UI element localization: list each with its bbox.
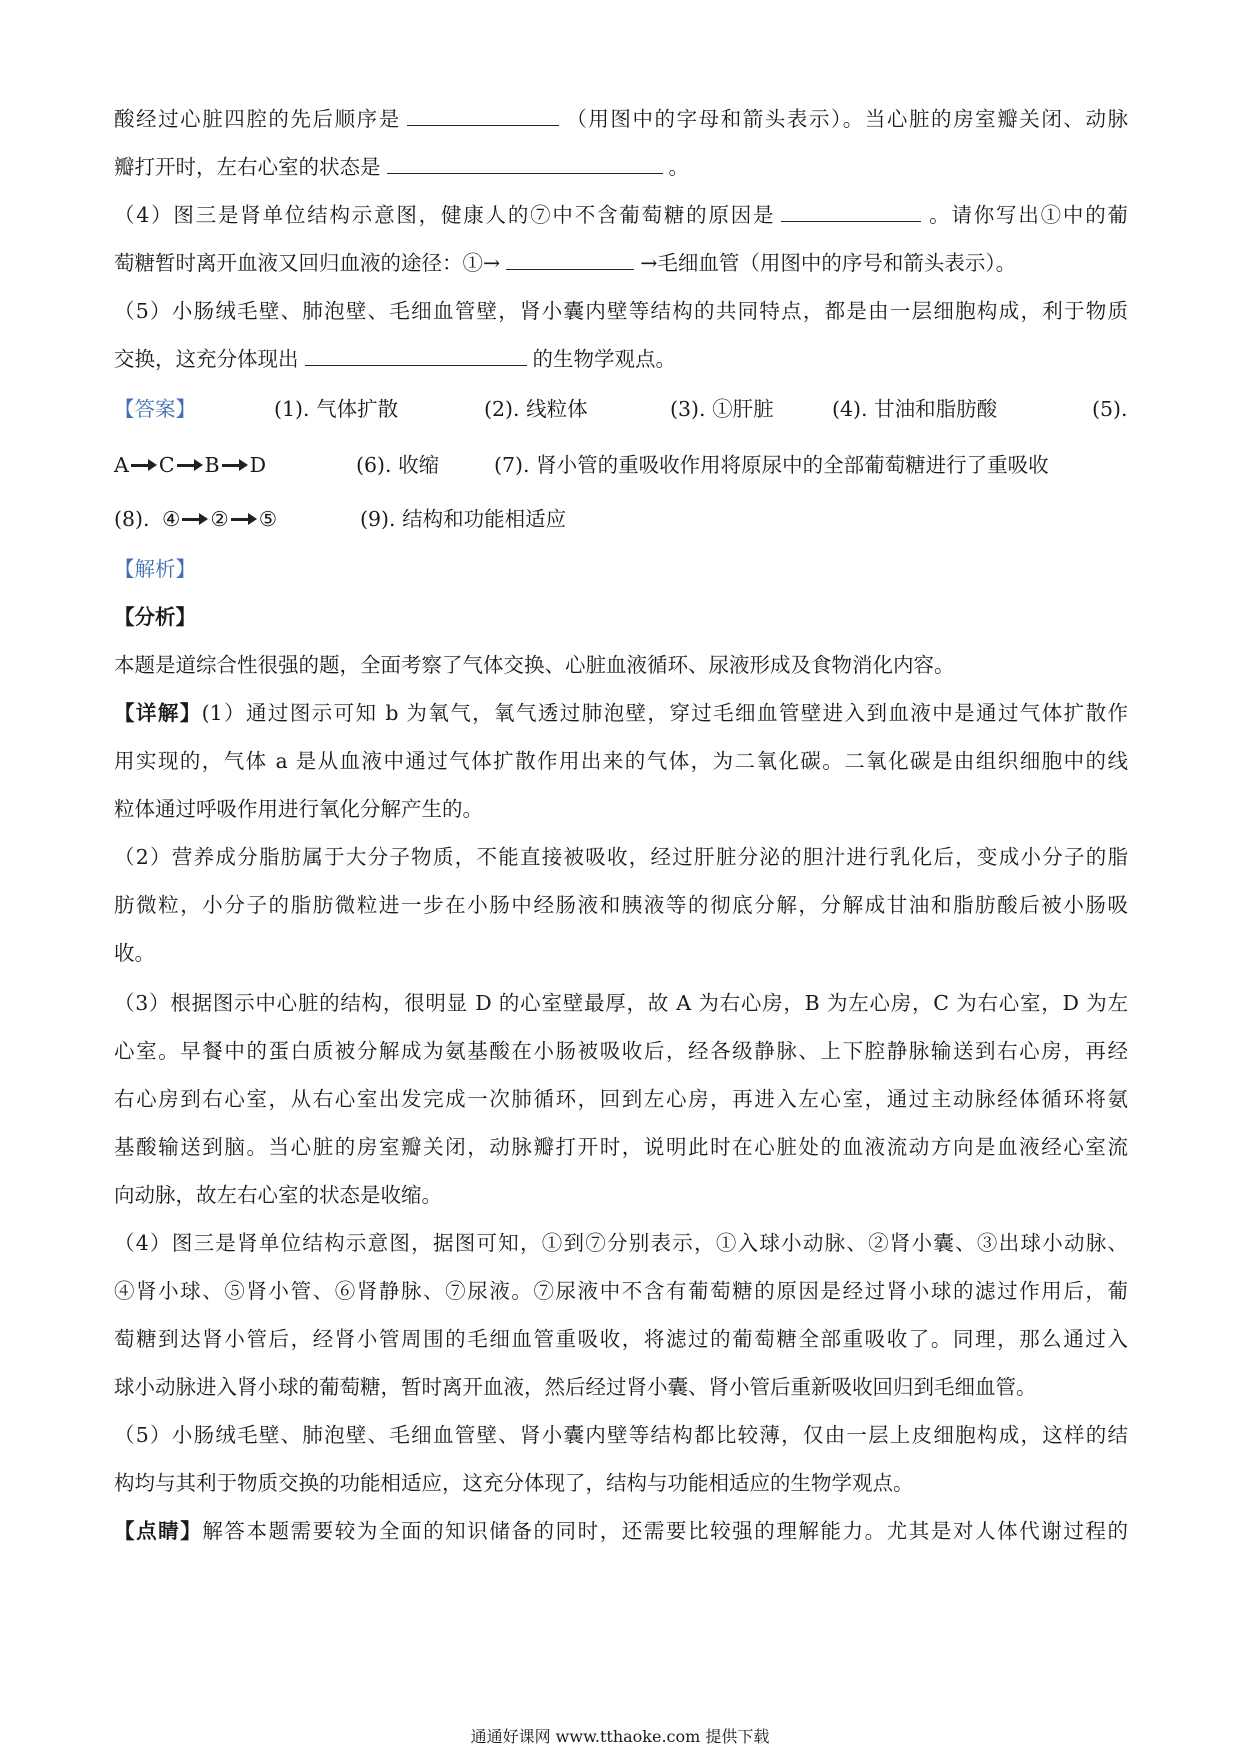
answer-item-9: (9). 结构和功能相适应 (360, 507, 567, 531)
detail-tag: 【详解】 (114, 701, 202, 725)
page-footer: 通通好课网 www.tthaoke.com 提供下载 (470, 1727, 770, 1746)
structure-label-0: ④ (162, 507, 181, 531)
structure-label-2: ⑤ (258, 507, 278, 531)
answer-blank (387, 153, 663, 174)
answer-item-4: (4). 甘油和脂肪酸 (832, 397, 998, 421)
chamber-label-3: D (249, 453, 267, 477)
answer-blank (506, 249, 634, 270)
question-text: 瓣打开时，左右心室的状态是 (114, 155, 381, 179)
question-line-3a (114, 104, 1128, 134)
arrow-icon (222, 459, 248, 471)
question-text: （4）图三是肾单位结构示意图，健康人的⑦中不含葡萄糖的原因是 (114, 203, 776, 227)
answer-item-5-label: (5). (1092, 397, 1128, 421)
answer-tag: 【答案】 (114, 397, 196, 421)
question-line-5a: （5）小肠绒毛壁、肺泡壁、毛细血管壁，肾小囊内壁等结构的共同特点，都是由一层细胞构成，利于物质 (114, 299, 1128, 323)
detail-text: (1）通过图示可知 b 为氧气，氧气透过肺泡壁，穿过毛细血管壁进入到血液中是通过气体扩散作 (201, 701, 1128, 725)
answer-blank (781, 201, 921, 222)
answer-item-3: (3). ①肝脏 (670, 397, 774, 421)
dianjing-tag: 【点睛】 (114, 1519, 203, 1543)
answer-item-2: (2). 线粒体 (484, 397, 588, 421)
question-text: 萄糖暂时离开血液又回归血液的途径：①→ (114, 251, 501, 275)
answer-item-1: (1). 气体扩散 (274, 397, 399, 421)
answer-item-7: (7). 肾小管的重吸收作用将原尿中的全部葡萄糖进行了重吸收 (494, 453, 1049, 477)
detail-line (114, 698, 1128, 728)
paragraph-line: 用实现的，气体 a 是从血液中通过气体扩散作用出来的气体，为二氧化碳。二氧化碳是由组织细胞中的线 (114, 749, 1128, 773)
chamber-label-0: A (114, 453, 129, 477)
answer-item-6: (6). 收缩 (356, 453, 440, 477)
paragraph-line: 萄糖到达肾小管后，经肾小管周围的毛细血管重吸收，将滤过的葡萄糖全部重吸收了。同理，那么通过入 (114, 1327, 1128, 1351)
paragraph-line: （3）根据图示中心脏的结构，很明显 D 的心室壁最厚，故 A 为右心房，B 为左心房，C 为右心室，D 为左 (114, 991, 1128, 1015)
paragraph-line: 粒体通过呼吸作用进行氧化分解产生的。 (114, 797, 483, 821)
heart-chamber-sequence (114, 450, 266, 480)
arrow-icon (182, 513, 208, 525)
fenxi-tag: 【分析】 (114, 605, 196, 629)
paragraph-line: 心室。早餐中的蛋白质被分解成为氨基酸在小肠被吸收后，经各级静脉、上下腔静脉输送到右心房，再经 (114, 1039, 1128, 1063)
answer-item-8-label: (8). (114, 507, 150, 531)
chamber-label-2: B (204, 453, 220, 477)
question-line-5b (114, 344, 1128, 374)
analysis-tag: 【解析】 (114, 557, 196, 581)
paragraph-line: （2）营养成分脂肪属于大分子物质，不能直接被吸收，经过肝脏分泌的胆汁进行乳化后，变成小分子的脂 (114, 845, 1128, 869)
arrow-icon (177, 459, 203, 471)
paragraph-line: 基酸输送到脑。当心脏的房室瓣关闭，动脉瓣打开时，说明此时在心脏处的血液流动方向是血液经心室流 (114, 1135, 1128, 1159)
question-text: 交换，这充分体现出 (114, 347, 299, 371)
question-line-3b (114, 152, 1128, 182)
paragraph-line: ④肾小球、⑤肾小管、⑥肾静脉、⑦尿液。⑦尿液中不含有葡萄糖的原因是经过肾小球的滤过作用后，葡 (114, 1279, 1128, 1303)
dianjing-line (114, 1516, 1128, 1546)
question-line-4a (114, 200, 1128, 230)
fenxi-text: 本题是道综合性很强的题，全面考察了气体交换、心脏血液循环、尿液形成及食物消化内容。 (114, 653, 955, 677)
question-line-4b (114, 248, 1128, 278)
structure-label-1: ② (210, 507, 229, 531)
chamber-label-1: C (158, 453, 175, 477)
paragraph-line: 向动脉，故左右心室的状态是收缩。 (114, 1183, 442, 1207)
question-text: →毛细血管（用图中的序号和箭头表示）。 (640, 251, 1017, 275)
answer-blank (305, 345, 527, 366)
paragraph-line: （5）小肠绒毛壁、肺泡壁、毛细血管壁、肾小囊内壁等结构都比较薄，仅由一层上皮细胞构成，这样的结 (114, 1423, 1128, 1447)
question-text: （用图中的字母和箭头表示）。当心脏的房室瓣关闭、动脉 (564, 107, 1128, 131)
paragraph-line: （4）图三是肾单位结构示意图，据图可知，①到⑦分别表示，①入球小动脉、②肾小囊、③出球小动脉、 (114, 1231, 1128, 1255)
arrow-icon (231, 513, 257, 525)
question-text: 的生物学观点。 (532, 347, 676, 371)
paragraph-line: 球小动脉进入肾小球的葡萄糖，暂时离开血液，然后经过肾小囊、肾小管后重新吸收回归到毛细血管。 (114, 1375, 1037, 1399)
question-text: 。 (668, 155, 689, 179)
paragraph-line: 收。 (114, 941, 155, 965)
dianjing-text: 解答本题需要较为全面的知识储备的同时，还需要比较强的理解能力。尤其是对人体代谢过程的 (202, 1519, 1128, 1543)
arrow-icon (131, 459, 157, 471)
paragraph-line: 右心房到右心室，从右心室出发完成一次肺循环，回到左心房，再进入左心室，通过主动脉经体循环将氨 (114, 1087, 1128, 1111)
question-text: 。请你写出①中的葡 (927, 203, 1129, 227)
paragraph-line: 肪微粒，小分子的脂肪微粒进一步在小肠中经肠液和胰液等的彻底分解，分解成甘油和脂肪酸后被小肠吸 (114, 893, 1128, 917)
question-text: 酸经过心脏四腔的先后顺序是 (114, 107, 401, 131)
answer-blank (407, 105, 559, 126)
glucose-pathway-sequence (162, 504, 277, 534)
paragraph-line: 构均与其利于物质交换的功能相适应，这充分体现了，结构与功能相适应的生物学观点。 (114, 1471, 914, 1495)
